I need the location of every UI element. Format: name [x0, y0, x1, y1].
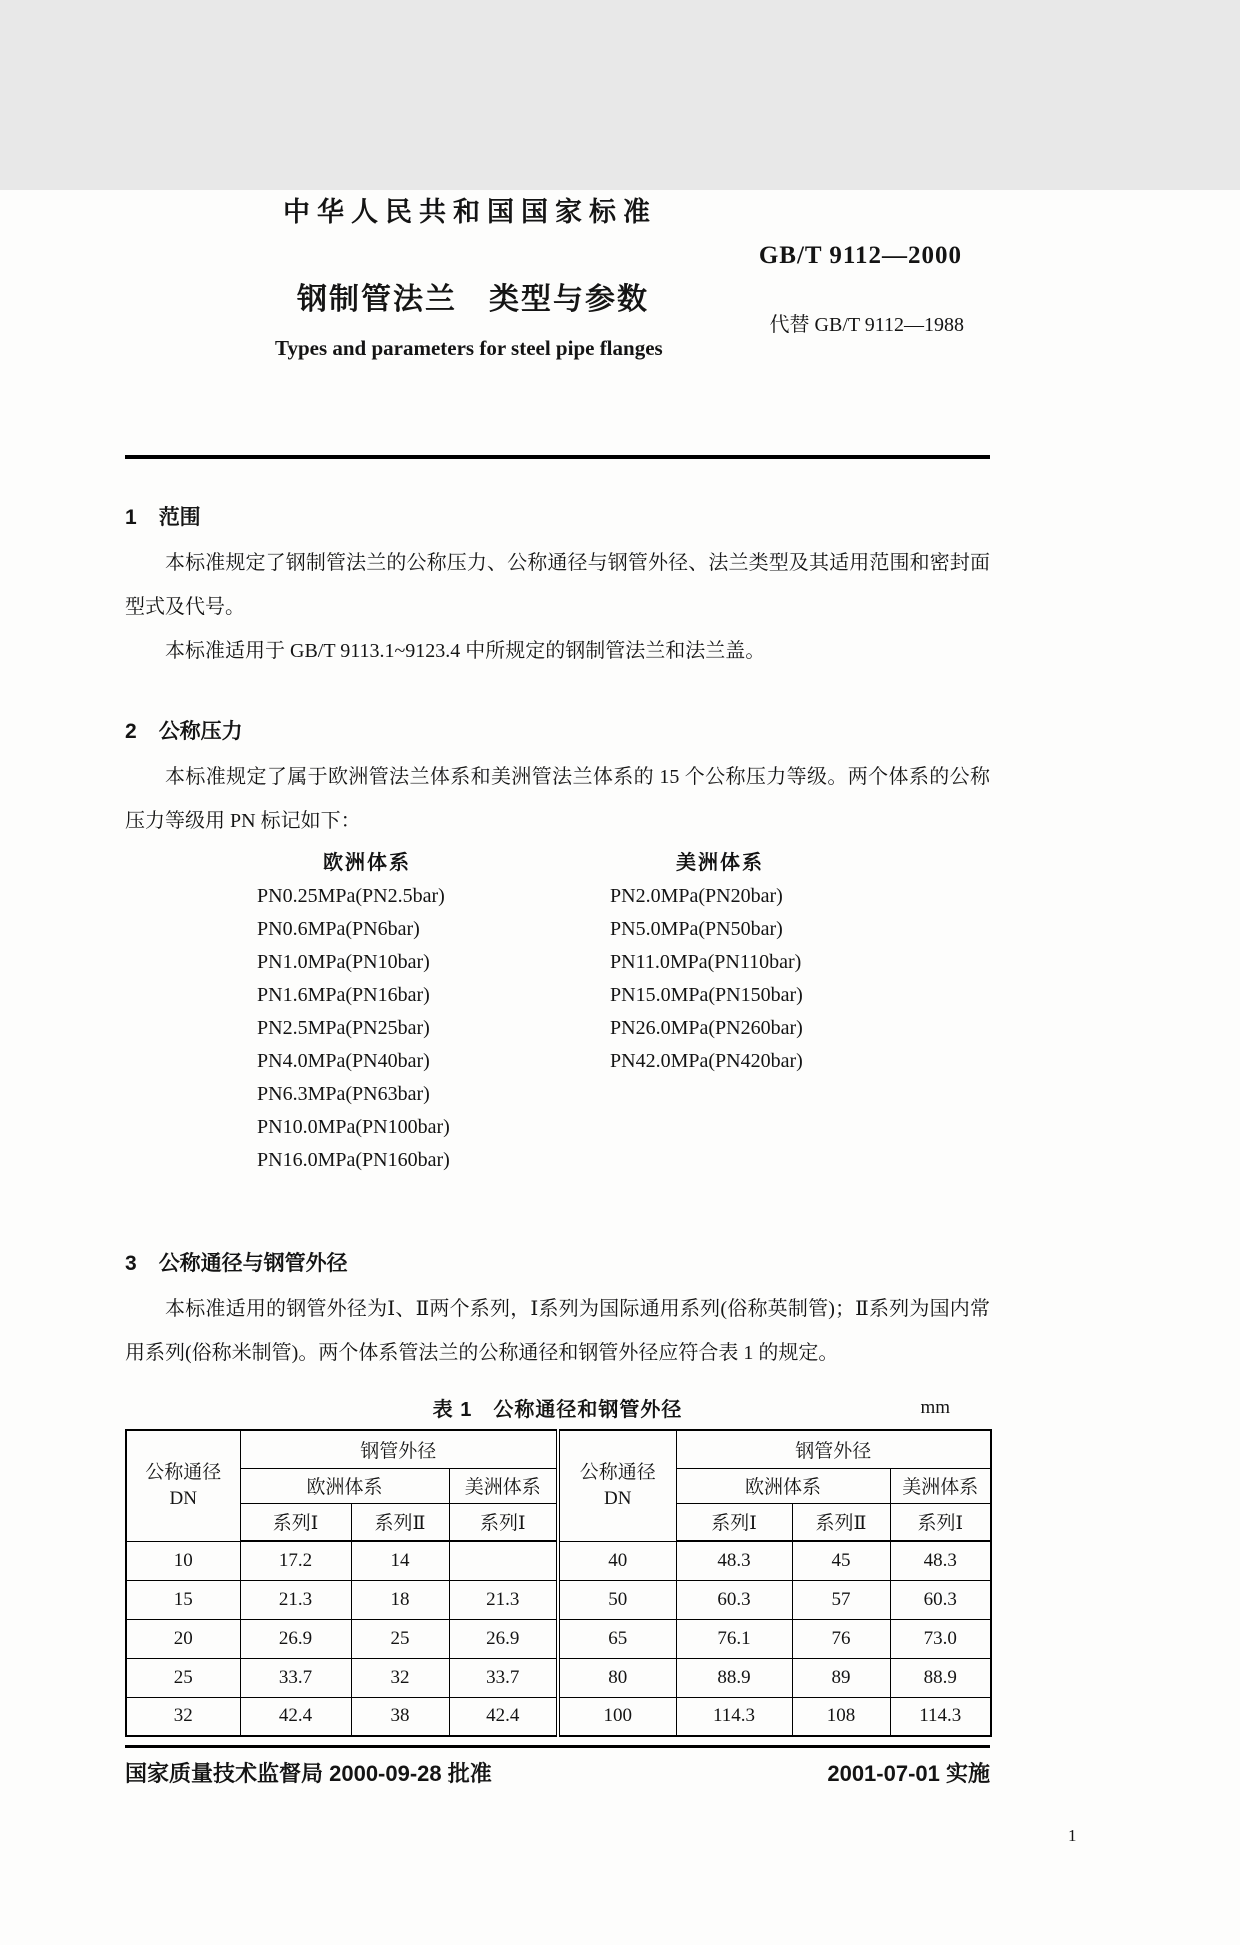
table-cell: 88.9	[890, 1658, 991, 1697]
table-cell: 42.4	[449, 1697, 558, 1736]
pn-item: PN11.0MPa(PN110bar)	[610, 951, 802, 973]
table-cell: 33.7	[449, 1658, 558, 1697]
pn-item: PN2.0MPa(PN20bar)	[610, 885, 783, 907]
section-3-heading	[125, 1247, 990, 1277]
table-row	[126, 1697, 991, 1736]
series2-header: 系列Ⅱ	[351, 1503, 449, 1541]
table-cell: 60.3	[890, 1580, 991, 1619]
pn-item: PN4.0MPa(PN40bar)	[257, 1050, 430, 1072]
document-title-english: Types and parameters for steel pipe flanges	[275, 336, 663, 360]
american-system-header: 美洲体系	[676, 852, 764, 874]
series1-header: 系列Ⅰ	[890, 1503, 991, 1541]
dn-header-left	[126, 1430, 240, 1541]
table-caption: 表 1 公称通径和钢管外径	[432, 1399, 683, 1421]
dn-header-line2: DN	[604, 1487, 632, 1509]
section-1-number: 1	[125, 506, 137, 529]
section-1-title: 范围	[158, 506, 201, 529]
approval-text: 国家质量技术监督局 2000-09-28 批准	[125, 1761, 492, 1786]
american-system-column	[610, 847, 850, 1078]
pn-item: PN1.0MPa(PN10bar)	[257, 951, 430, 973]
section-1-paragraph-1: 本标准规定了钢制管法兰的公称压力、公称通径与钢管外径、法兰类型及其适用范围和密封面型式及代号。	[125, 552, 990, 618]
pn-item: PN10.0MPa(PN100bar)	[257, 1116, 450, 1138]
section-3-paragraph-1: 本标准适用的钢管外径为Ⅰ、Ⅱ两个系列，Ⅰ系列为国际通用系列(俗称英制管)；Ⅱ系列为国内常用系列(俗称米制管)。两个体系管法兰的公称通径和钢管外径应符合表 1 的规定。	[125, 1298, 990, 1364]
table-cell: 114.3	[890, 1697, 991, 1736]
table-cell: 57	[792, 1580, 890, 1619]
footer-divider-rule	[125, 1745, 990, 1748]
pn-item: PN0.25MPa(PN2.5bar)	[257, 885, 445, 907]
european-header-right: 欧洲体系	[676, 1468, 890, 1503]
page-content	[125, 190, 990, 1788]
table-cell: 45	[792, 1541, 890, 1580]
series1-header: 系列Ⅰ	[676, 1503, 792, 1541]
header-divider-rule	[125, 455, 990, 459]
table-cell: 32	[351, 1658, 449, 1697]
table-cell: 42.4	[240, 1697, 351, 1736]
table-cell: 89	[792, 1658, 890, 1697]
table-cell: 65	[558, 1619, 676, 1658]
table-cell: 26.9	[240, 1619, 351, 1658]
dn-header-right	[558, 1430, 676, 1541]
table-cell: 14	[351, 1541, 449, 1580]
american-header-left: 美洲体系	[449, 1468, 558, 1503]
series1-header: 系列Ⅰ	[240, 1503, 351, 1541]
pressure-rating-lists	[125, 847, 990, 1205]
nominal-diameter-table	[125, 1429, 992, 1737]
european-header-left: 欧洲体系	[240, 1468, 449, 1503]
table-row	[126, 1619, 991, 1658]
section-2-number: 2	[125, 720, 137, 743]
outer-diameter-header-left: 钢管外径	[240, 1430, 558, 1468]
european-system-header: 欧洲体系	[323, 852, 411, 874]
dn-header-line2: DN	[169, 1487, 197, 1509]
american-header-right: 美洲体系	[890, 1468, 991, 1503]
table-row	[126, 1658, 991, 1697]
footer	[125, 1757, 990, 1788]
pn-item: PN1.6MPa(PN16bar)	[257, 984, 430, 1006]
national-standard-title: 中华人民共和国国家标准	[283, 197, 657, 227]
pn-item: PN6.3MPa(PN63bar)	[257, 1083, 430, 1105]
dn-header-line1: 公称通径	[145, 1461, 222, 1483]
section-3-title: 公称通径与钢管外径	[158, 1252, 348, 1275]
series1-header: 系列Ⅰ	[449, 1503, 558, 1541]
table-cell: 33.7	[240, 1658, 351, 1697]
standard-document-page	[0, 190, 1240, 1945]
section-2-title: 公称压力	[158, 720, 243, 743]
table-cell: 25	[126, 1658, 240, 1697]
table-cell: 18	[351, 1580, 449, 1619]
pn-item: PN15.0MPa(PN150bar)	[610, 984, 803, 1006]
european-system-column	[257, 847, 497, 1177]
table-cell: 88.9	[676, 1658, 792, 1697]
american-pn-list	[610, 880, 850, 1078]
pn-item: PN26.0MPa(PN260bar)	[610, 1017, 803, 1039]
table-cell: 32	[126, 1697, 240, 1736]
table-cell: 50	[558, 1580, 676, 1619]
table-cell: 20	[126, 1619, 240, 1658]
table-row	[126, 1580, 991, 1619]
table-caption-row	[125, 1393, 990, 1425]
table-cell: 21.3	[240, 1580, 351, 1619]
table-cell: 15	[126, 1580, 240, 1619]
pn-item: PN16.0MPa(PN160bar)	[257, 1149, 450, 1171]
pn-item: PN0.6MPa(PN6bar)	[257, 918, 420, 940]
table-cell: 76	[792, 1619, 890, 1658]
section-2-heading	[125, 715, 990, 745]
table-cell: 40	[558, 1541, 676, 1580]
document-header	[125, 190, 990, 455]
table-cell: 21.3	[449, 1580, 558, 1619]
unit-label: mm	[920, 1397, 950, 1418]
section-2-paragraph-1: 本标准规定了属于欧洲管法兰体系和美洲管法兰体系的 15 个公称压力等级。两个体系的公称压力等级用 PN 标记如下：	[125, 766, 990, 832]
table-cell: 17.2	[240, 1541, 351, 1580]
table-cell: 26.9	[449, 1619, 558, 1658]
table-cell: 48.3	[676, 1541, 792, 1580]
section-1-heading	[125, 501, 990, 531]
page-number: 1	[1068, 1826, 1077, 1845]
standard-code: GB/T 9112—2000	[758, 242, 962, 269]
implementation-text: 2001-07-01 实施	[827, 1761, 990, 1786]
pn-item: PN42.0MPa(PN420bar)	[610, 1050, 803, 1072]
european-pn-list	[257, 880, 497, 1177]
dn-header-line1: 公称通径	[579, 1461, 656, 1483]
table-cell: 108	[792, 1697, 890, 1736]
table-cell: 60.3	[676, 1580, 792, 1619]
table-cell: 48.3	[890, 1541, 991, 1580]
section-1-paragraph-2: 本标准适用于 GB/T 9113.1~9123.4 中所规定的钢制管法兰和法兰盖。	[165, 640, 766, 662]
table-cell: 38	[351, 1697, 449, 1736]
document-title-chinese: 钢制管法兰 类型与参数	[297, 283, 649, 316]
table-cell: 100	[558, 1697, 676, 1736]
table-cell: 76.1	[676, 1619, 792, 1658]
table-cell: 73.0	[890, 1619, 991, 1658]
table-cell: 80	[558, 1658, 676, 1697]
pn-item: PN2.5MPa(PN25bar)	[257, 1017, 430, 1039]
section-3-number: 3	[125, 1252, 137, 1275]
series2-header: 系列Ⅱ	[792, 1503, 890, 1541]
table-row	[126, 1541, 991, 1580]
table-cell	[449, 1541, 558, 1580]
replaces-note: 代替 GB/T 9112—1988	[769, 314, 964, 336]
outer-diameter-header-right: 钢管外径	[676, 1430, 991, 1468]
table-cell: 10	[126, 1541, 240, 1580]
table-cell: 114.3	[676, 1697, 792, 1736]
pn-item: PN5.0MPa(PN50bar)	[610, 918, 783, 940]
table-cell: 25	[351, 1619, 449, 1658]
